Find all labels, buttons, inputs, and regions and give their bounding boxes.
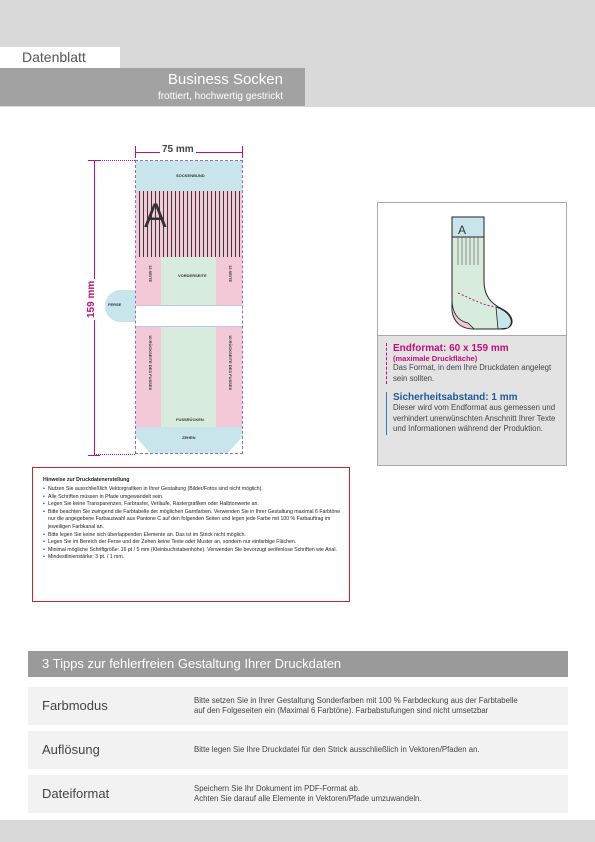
tip-line: Bitte legen Sie Ihre Druckdatei für den Strick ausschließlich in Vektoren/Pfaden an.: [194, 744, 480, 754]
label-sockenbund: SOCKENBUND: [176, 173, 205, 178]
datenblatt-tab: Datenblatt: [0, 47, 120, 68]
letter-a: A: [144, 197, 167, 235]
preview-divider: [378, 335, 566, 336]
label-fussruecken: FUSSRÜCKEN: [176, 417, 204, 422]
spec-sicherheitsabstand: [386, 392, 564, 435]
preview-box: [377, 202, 567, 466]
footer-band: [0, 820, 595, 842]
label-side-low-right: 10 RÜCKSEITE DES FUSSES: [228, 335, 233, 391]
zehen-corner-right: [228, 437, 242, 453]
endformat-sub: (maximale Druckfläche): [393, 354, 478, 363]
leader-top: [94, 160, 135, 161]
sicherheit-title: Sicherheitsabstand: 1 mm: [393, 392, 518, 404]
leader-bottom: [94, 454, 135, 455]
note-item: • Minimal mögliche Schriftgröße: 16 pt / 5 mm (Kleinbuchstabenhöhe). Verwenden Sie bevorzugt serifenlose Schriften wie Arial.: [43, 547, 341, 555]
zone-zehen: [136, 427, 242, 453]
height-label: 159 mm: [86, 280, 97, 318]
tip-line: Speichern Sie Ihr Dokument im PDF-Format ab.: [194, 783, 360, 793]
note-item: • Alle Schriften müssen in Pfade umgewandelt sein.: [43, 494, 341, 502]
label-vorderseite: VORDERSEITE: [178, 273, 207, 278]
page-subtitle: frottiert, hochwertig gestrickt: [157, 91, 283, 102]
tip-line: Achten Sie darauf alle Elemente in Vektoren/Pfade umzuwandeln.: [194, 794, 422, 803]
spec-endformat: [386, 343, 564, 384]
sock-template: [80, 142, 260, 457]
zehen-corner-left: [136, 437, 150, 453]
tip-text: [194, 775, 564, 813]
tip-label: Auflösung: [42, 742, 100, 757]
tip-label: Dateiformat: [42, 786, 110, 801]
sock-icon: [378, 203, 566, 335]
tip-text: [194, 731, 564, 769]
spec-list: [386, 343, 564, 443]
label-ferse: FERSE: [108, 302, 122, 307]
tip-line: auf den Folgeseiten ein (Maximal 6 Farbtöne). Farbabstufungen sind nicht umsetzbar: [194, 706, 489, 715]
notes-box: [32, 467, 350, 602]
zone-ferse-band: [136, 305, 242, 327]
endformat-text: Das Format, in dem Ihre Druckdaten angelegt sein sollten.: [393, 363, 552, 383]
label-side-top-right: 12 SEITE: [228, 265, 233, 283]
sock-illustration: [378, 203, 566, 335]
sock-flat-layout: [135, 160, 243, 454]
width-tick-left: [135, 146, 136, 158]
note-item: • Bitte legen Sie keine sich überlappenden Elemente an. Das ist im Strick nicht möglich.: [43, 532, 341, 540]
tip-row-dateiformat: [28, 775, 568, 813]
page-title: Business Socken: [167, 71, 283, 88]
notes-heading: Hinweise zur Druckdatenerstellung: [43, 477, 130, 483]
tip-row-farbmodus: [28, 687, 568, 725]
endformat-title: Endformat: 60 x 159 mm: [393, 343, 509, 354]
label-side-low-left: 10 RÜCKSEITE DES FUSSES: [148, 335, 153, 391]
preview-letter: A: [458, 223, 467, 237]
width-label: 75 mm: [162, 144, 194, 155]
title-bar: [0, 68, 305, 106]
label-zehen: ZEHEN: [182, 435, 196, 440]
width-tick-right: [242, 146, 243, 158]
label-side-top-left: 12 SEITE: [148, 265, 153, 283]
tip-row-aufloesung: [28, 731, 568, 769]
zone-vorderseite: [161, 257, 216, 305]
zone-fussruecken: [161, 327, 216, 427]
note-item: • Bitte beachten Sie zwingend die Farbtabelle der möglichen Garnfarben. Verwenden Sie in Ihrer Gestaltung maximal 6 Farbtöne nur die angegebene Farbauswahl aus Pantone C auf den folgenden Seiten und legen jede Farbe mit 100 % Farbauftrag im jeweiligen Farbkanal an.: [43, 509, 341, 532]
notes-list: [43, 486, 341, 562]
tip-line: Bitte setzen Sie in Ihrer Gestaltung Sonderfarben mit 100 % Farbdeckung aus der Farbtabelle: [194, 695, 518, 705]
tip-label: Farbmodus: [42, 698, 108, 713]
note-item: • Mindestlinienstärke: 3 pt. / 1 mm.: [43, 554, 341, 562]
note-item: • Legen Sie im Bereich der Ferse und der Zehen keine Texte oder Muster an, sondern nur einfarbige Flächen.: [43, 539, 341, 547]
tips-heading: 3 Tipps zur fehlerfreien Gestaltung Ihrer Druckdaten: [28, 651, 568, 677]
sicherheit-text: Dieser wird vom Endformat aus gemessen und verhindert unerwünschten Anschnitt Ihrer Texte und Informationen während der Produktion.: [393, 403, 556, 434]
tip-text: [194, 687, 564, 725]
height-tick-bottom: [88, 455, 100, 456]
note-item: • Nutzen Sie ausschließlich Vektorgrafiken in Ihrer Gestaltung (Bilder/Fotos sind nicht möglich).: [43, 486, 341, 494]
note-item: • Legen Sie keine Transparenzen, Farbraster, Verläufe, Rastergrafiken oder Halbtonwerte an.: [43, 501, 341, 509]
